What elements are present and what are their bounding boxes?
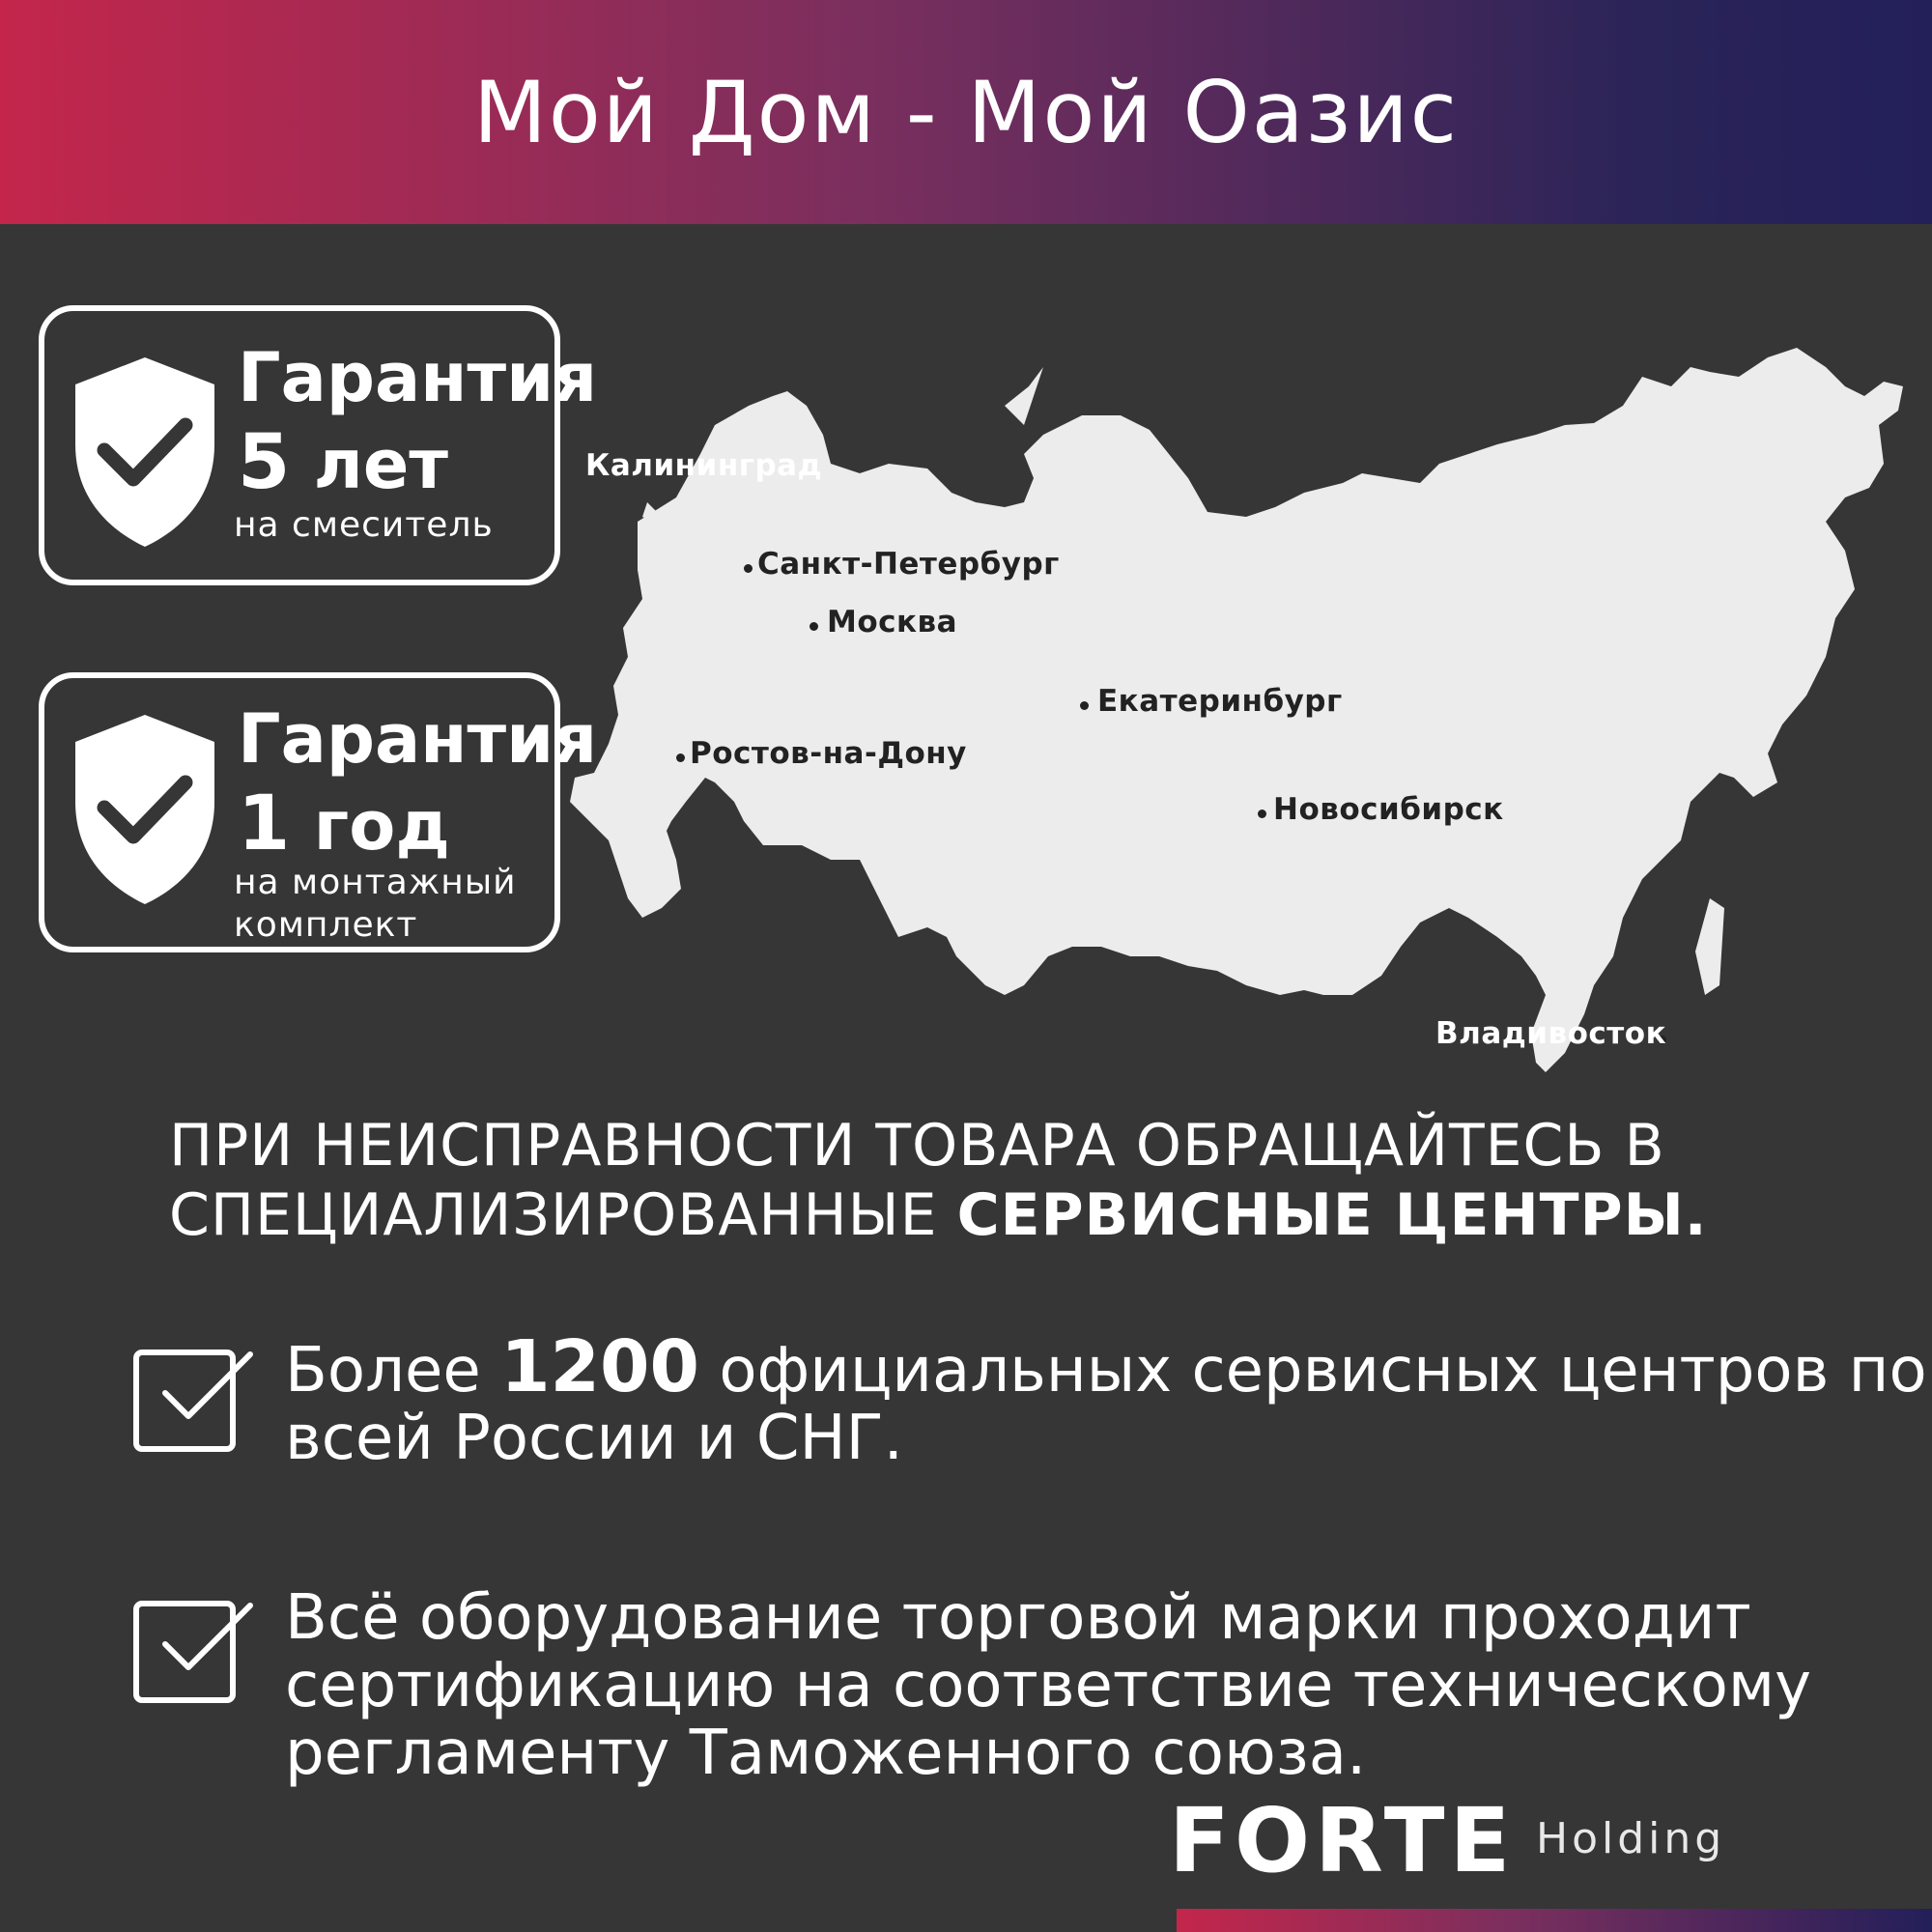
warranty-subtitle-line: комплект xyxy=(234,905,418,945)
bottom-accent-bar xyxy=(1177,1909,1932,1932)
warranty-title: Гарантия xyxy=(238,338,598,417)
city-label-moscow: Москва xyxy=(827,605,958,639)
feature-highlight: 1200 xyxy=(500,1325,700,1408)
city-label-kaliningrad: Калининград xyxy=(585,448,823,483)
city-marker-rostov xyxy=(676,753,685,762)
feature-prefix: Более xyxy=(285,1335,501,1406)
checkbox-icon xyxy=(130,1333,256,1459)
city-marker-novosibirsk xyxy=(1258,810,1266,818)
city-label-rostov: Ростов-на-Дону xyxy=(690,736,967,771)
city-label-ekaterinburg: Екатеринбург xyxy=(1097,684,1343,719)
city-label-novosibirsk: Новосибирск xyxy=(1273,792,1504,827)
warranty-subtitle-line: на смеситель xyxy=(234,505,494,545)
warranty-subtitle xyxy=(234,862,517,947)
warranty-title: Гарантия xyxy=(238,699,598,779)
city-label-vladivostok: Владивосток xyxy=(1435,1016,1667,1051)
checkbox-icon xyxy=(130,1584,256,1710)
feature-text: Всё оборудование торговой марки проходит сертификацию на соответствие техническому регламенту Таможенного союза. xyxy=(285,1582,1811,1789)
warranty-card-mounting-kit xyxy=(39,672,598,952)
brand-logo: FORTE xyxy=(1169,1789,1516,1892)
notice-bold-text: СЕРВИСНЫЕ ЦЕНТРЫ. xyxy=(956,1181,1708,1249)
warranty-number: 1 xyxy=(238,781,291,867)
warranty-duration xyxy=(238,781,450,867)
notice-line-1: ПРИ НЕИСПРАВНОСТИ ТОВАРА ОБРАЩАЙТЕСЬ В xyxy=(169,1112,1665,1179)
shield-check-icon xyxy=(71,713,218,906)
notice-line-2 xyxy=(169,1180,1811,1250)
warranty-unit: лет xyxy=(313,425,448,504)
header-banner xyxy=(0,0,1932,224)
city-marker-spb xyxy=(744,564,753,573)
feature-text xyxy=(285,1325,1932,1474)
page-title: Мой Дом - Мой Оазис xyxy=(472,62,1460,162)
brand-subtitle: Holding xyxy=(1536,1814,1726,1863)
warranty-card-faucet xyxy=(39,305,598,585)
warranty-subtitle-line: на монтажный xyxy=(234,863,517,902)
warranty-number: 5 xyxy=(238,419,291,506)
warranty-duration xyxy=(238,419,448,506)
city-marker-moscow xyxy=(810,622,818,631)
city-marker-ekaterinburg xyxy=(1080,701,1089,710)
warranty-subtitle xyxy=(234,504,494,547)
notice-regular-text: СПЕЦИАЛИЗИРОВАННЫЕ xyxy=(169,1181,957,1249)
shield-check-icon xyxy=(71,355,218,549)
warranty-unit: год xyxy=(313,786,450,866)
city-label-spb: Санкт-Петербург xyxy=(757,547,1060,582)
service-notice xyxy=(169,1111,1811,1250)
feature-suffix: официальных сервисных центров по всей России и СНГ. xyxy=(285,1335,1927,1474)
russia-map xyxy=(570,319,1913,1092)
